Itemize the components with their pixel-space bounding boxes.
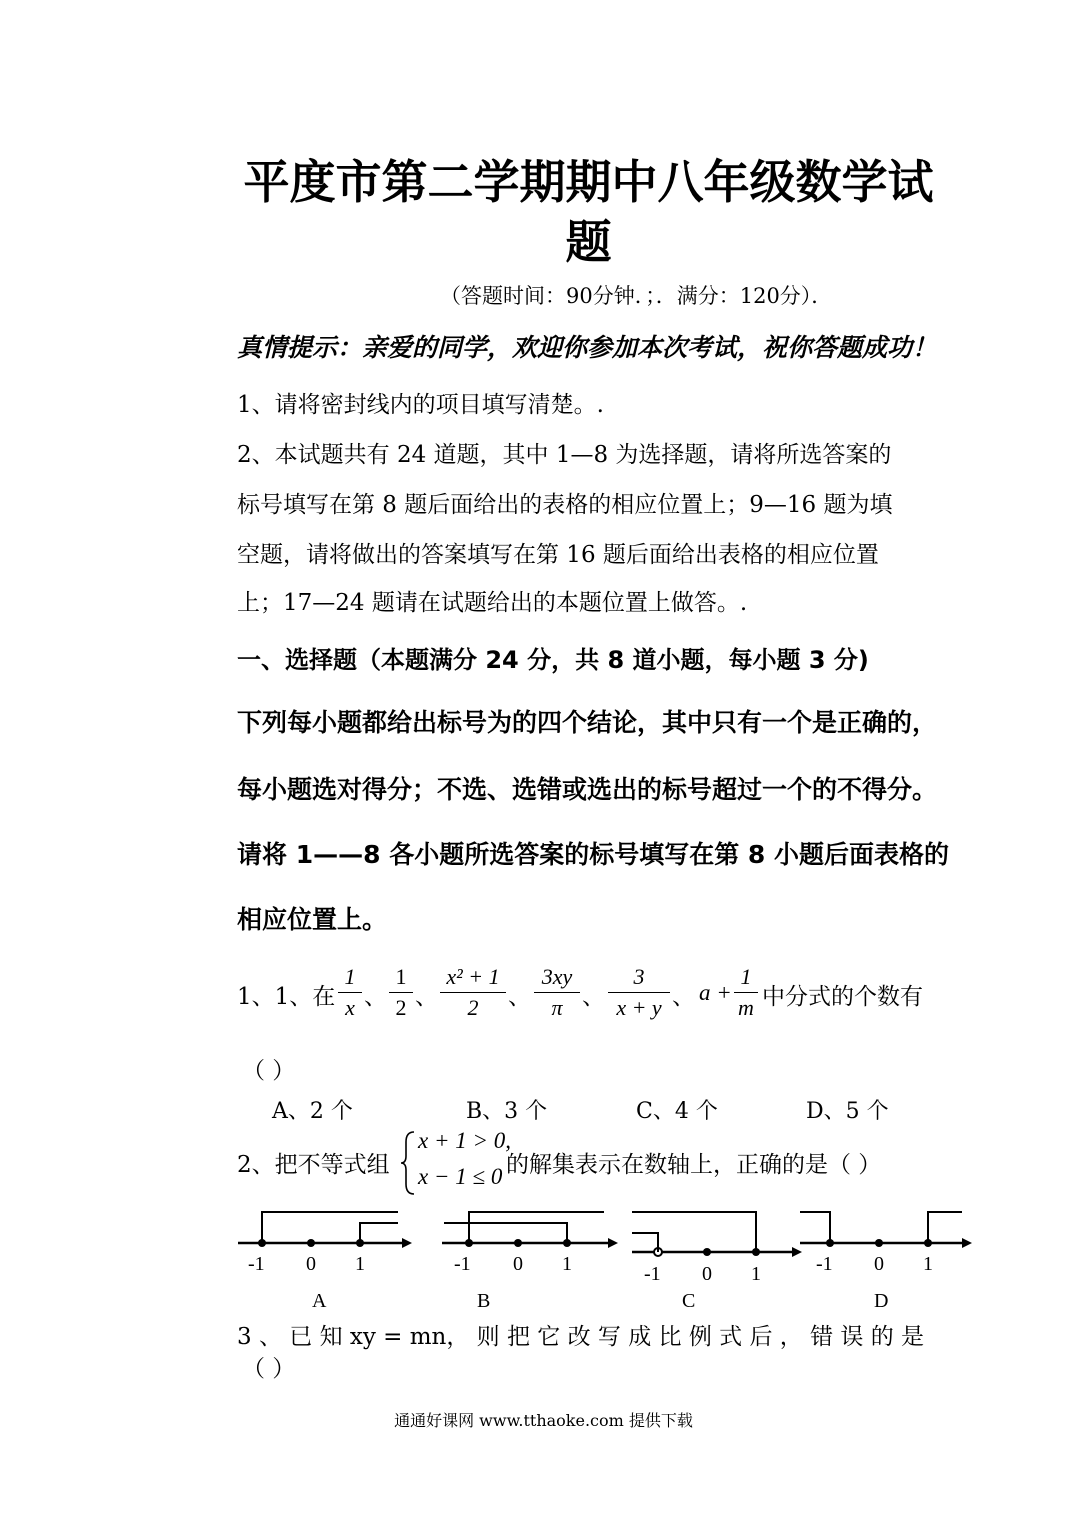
q3-answer-paren: （ ）: [242, 1356, 296, 1382]
q1-sep: 、: [582, 984, 605, 1010]
q1-option-a: A、2 个: [272, 1099, 353, 1124]
section-heading: 一、选择题（本题满分 24 分，共 8 道小题，每小题 3 分): [237, 646, 869, 674]
tick-label: -1: [644, 1263, 661, 1285]
section-desc-line: 请将 1——8 各小题所选答案的标号填写在第 8 小题后面表格的: [237, 840, 950, 869]
page-title-line1: 平度市第二学期期中八年级数学试: [243, 155, 934, 209]
figure-label-a: A: [312, 1290, 327, 1312]
q1-sep: 、: [364, 984, 387, 1010]
q1-suffix: 中分式的个数有: [762, 984, 923, 1010]
tick-label: 1: [355, 1253, 365, 1275]
instruction-line: 2、本试题共有 24 道题，其中 1—8 为选择题，请将所选答案的: [237, 442, 892, 468]
figure-label-d: D: [874, 1290, 889, 1312]
tick-label: 1: [751, 1263, 761, 1285]
number-line-b: [442, 1212, 618, 1312]
q1-fraction: 1 2: [389, 964, 413, 1021]
q1-answer-paren: （ ）: [242, 1058, 296, 1084]
page-title-line2: 题: [565, 215, 612, 269]
q1-sep: 、: [508, 984, 531, 1010]
q1-sep: 、: [415, 984, 438, 1010]
q1-option-d: D、5 个: [806, 1099, 889, 1124]
q1-fraction: 3 x + y: [608, 964, 670, 1021]
figure-label-b: B: [477, 1290, 491, 1312]
section-desc-line: 相应位置上。: [237, 905, 388, 934]
q1-option-b: B、3 个: [466, 1099, 548, 1124]
number-line-figures: [230, 1200, 990, 1320]
number-line-a: [238, 1212, 412, 1312]
tick-label: 0: [702, 1263, 712, 1285]
tick-label: -1: [816, 1253, 833, 1275]
q2-suffix: 的解集表示在数轴上，正确的是（ ）: [506, 1152, 882, 1178]
q1-option-c: C、4 个: [636, 1099, 718, 1124]
system-line-1: x + 1 > 0,: [418, 1128, 511, 1153]
q1-fraction: x² + 1 2: [440, 964, 506, 1021]
q1-fraction: 3xy π: [534, 964, 580, 1021]
q3-text: 3 、 已 知 xy = mn， 则 把 它 改 写 成 比 例 式 后 ， 错 误 的 是: [237, 1324, 925, 1350]
tick-label: 1: [923, 1253, 933, 1275]
q1-whole: a +: [699, 980, 732, 1005]
number-line-d: [800, 1212, 972, 1312]
section-desc-line: 下列每小题都给出标号为的四个结论，其中只有一个是正确的，: [237, 708, 938, 737]
instruction-line: 上；17—24 题请在试题给出的本题位置上做答。.: [237, 590, 748, 616]
instruction-line: 1、请将密封线内的项目填写清楚。.: [237, 392, 604, 418]
instruction-line: 空题，请将做出的答案填写在第 16 题后面给出表格的相应位置: [237, 542, 879, 568]
q2-prefix: 2、把不等式组: [237, 1152, 390, 1178]
tick-label: 0: [874, 1253, 884, 1275]
q1-fraction: 1 m: [734, 964, 758, 1021]
figure-label-c: C: [682, 1290, 696, 1312]
q1-fraction: 1 x: [338, 964, 362, 1021]
tick-label: -1: [248, 1253, 265, 1275]
tick-label: 1: [562, 1253, 572, 1275]
section-desc-line: 每小题选对得分；不选、选错或选出的标号超过一个的不得分。: [237, 775, 938, 804]
number-line-c: [632, 1212, 802, 1312]
instruction-line: 标号填写在第 8 题后面给出的表格的相应位置上；9—16 题为填: [237, 492, 893, 518]
tick-label: 0: [306, 1253, 316, 1275]
q1-sep: 、: [672, 984, 695, 1010]
footer-source: 通通好课网 www.tthaoke.com 提供下载: [394, 1411, 693, 1430]
q1-prefix: 1、1、在: [237, 984, 336, 1010]
brace-icon: [400, 1130, 416, 1196]
tick-label: -1: [454, 1253, 471, 1275]
system-line-2: x − 1 ≤ 0: [418, 1164, 503, 1189]
encouragement-tip: 真情提示：亲爱的同学，欢迎你参加本次考试，祝你答题成功！: [237, 333, 938, 362]
exam-info: （答题时间：90分钟．；．满分：120分）．: [440, 284, 833, 308]
tick-label: 0: [513, 1253, 523, 1275]
